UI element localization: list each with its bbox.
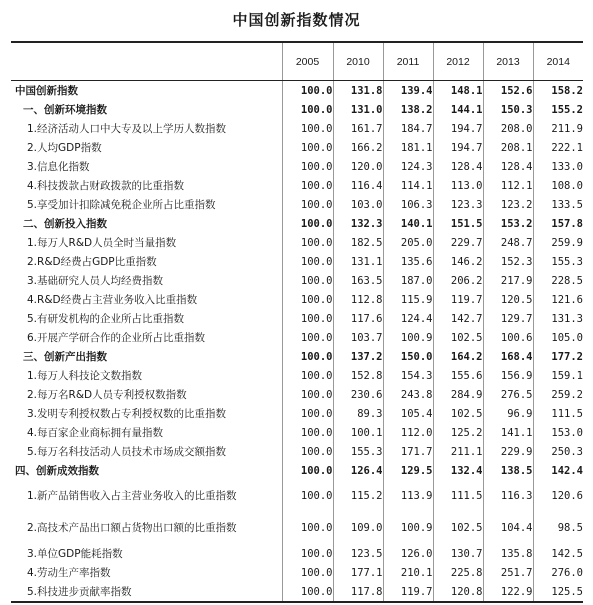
index-value: 208.0 xyxy=(483,119,533,138)
index-value: 111.5 xyxy=(533,404,583,423)
index-value: 124.4 xyxy=(383,309,433,328)
indicator-label: 2.人均GDP指数 xyxy=(11,138,282,157)
indicator-label: 5.科技进步贡献率指数 xyxy=(11,582,282,602)
index-value: 155.3 xyxy=(333,442,383,461)
index-value: 156.9 xyxy=(483,366,533,385)
index-value: 177.1 xyxy=(333,563,383,582)
index-value: 243.8 xyxy=(383,385,433,404)
index-value: 161.7 xyxy=(333,119,383,138)
index-value: 133.5 xyxy=(533,195,583,214)
index-value: 153.2 xyxy=(483,214,533,233)
table-row xyxy=(11,328,583,347)
index-value: 139.4 xyxy=(383,81,433,101)
index-value: 177.2 xyxy=(533,347,583,366)
index-value: 159.1 xyxy=(533,366,583,385)
index-value: 135.8 xyxy=(483,544,533,563)
index-value: 100.1 xyxy=(333,423,383,442)
index-value: 152.3 xyxy=(483,252,533,271)
index-value: 120.8 xyxy=(433,582,483,602)
index-value: 100.0 xyxy=(282,176,333,195)
index-value: 141.1 xyxy=(483,423,533,442)
index-value: 100.0 xyxy=(282,252,333,271)
table-row xyxy=(11,119,583,138)
section-row xyxy=(11,461,583,480)
index-value: 119.7 xyxy=(433,290,483,309)
index-value: 155.3 xyxy=(533,252,583,271)
indicator-label: 5.有研发机构的企业所占比重指数 xyxy=(11,309,282,328)
index-value: 229.9 xyxy=(483,442,533,461)
indicator-label: 3.信息化指数 xyxy=(11,157,282,176)
index-value: 100.0 xyxy=(282,290,333,309)
index-value: 119.7 xyxy=(383,582,433,602)
index-value: 100.0 xyxy=(282,442,333,461)
indicator-label: 中国创新指数 xyxy=(11,81,282,101)
index-value: 100.0 xyxy=(282,81,333,101)
index-value: 208.1 xyxy=(483,138,533,157)
table-row xyxy=(11,404,583,423)
table-row xyxy=(11,385,583,404)
index-value: 150.0 xyxy=(383,347,433,366)
index-value: 158.2 xyxy=(533,81,583,101)
indicator-label: 2.高技术产品出口额占货物出口额的比重指数 xyxy=(11,512,282,544)
indicator-label: 三、创新产出指数 xyxy=(11,347,282,366)
index-value: 225.8 xyxy=(433,563,483,582)
index-value: 111.5 xyxy=(433,480,483,512)
index-value: 112.8 xyxy=(333,290,383,309)
indicator-label: 1.新产品销售收入占主营业务收入的比重指数 xyxy=(11,480,282,512)
index-value: 100.0 xyxy=(282,271,333,290)
index-value: 100.9 xyxy=(383,328,433,347)
indicator-label: 5.每万名科技活动人员技术市场成交额指数 xyxy=(11,442,282,461)
index-value: 120.5 xyxy=(483,290,533,309)
index-value: 131.3 xyxy=(533,309,583,328)
index-value: 184.7 xyxy=(383,119,433,138)
index-value: 112.1 xyxy=(483,176,533,195)
index-value: 276.0 xyxy=(533,563,583,582)
index-value: 211.9 xyxy=(533,119,583,138)
index-value: 120.6 xyxy=(533,480,583,512)
table-row xyxy=(11,252,583,271)
index-value: 138.2 xyxy=(383,100,433,119)
index-value: 142.7 xyxy=(433,309,483,328)
index-value: 100.0 xyxy=(282,214,333,233)
index-value: 123.5 xyxy=(333,544,383,563)
table-row xyxy=(11,233,583,252)
index-value: 123.3 xyxy=(433,195,483,214)
index-value: 154.3 xyxy=(383,366,433,385)
index-value: 100.0 xyxy=(282,328,333,347)
index-value: 217.9 xyxy=(483,271,533,290)
index-value: 100.9 xyxy=(383,512,433,544)
year-header: 2011 xyxy=(383,42,433,81)
index-value: 123.2 xyxy=(483,195,533,214)
index-value: 248.7 xyxy=(483,233,533,252)
index-value: 122.9 xyxy=(483,582,533,602)
index-value: 152.8 xyxy=(333,366,383,385)
index-value: 115.2 xyxy=(333,480,383,512)
index-value: 125.5 xyxy=(533,582,583,602)
index-value: 100.0 xyxy=(282,366,333,385)
index-value: 130.7 xyxy=(433,544,483,563)
table-body xyxy=(11,81,583,603)
index-value: 125.2 xyxy=(433,423,483,442)
index-value: 181.1 xyxy=(383,138,433,157)
index-value: 106.3 xyxy=(383,195,433,214)
indicator-label: 3.基础研究人员人均经费指数 xyxy=(11,271,282,290)
index-value: 100.0 xyxy=(282,582,333,602)
index-value: 148.1 xyxy=(433,81,483,101)
index-value: 135.6 xyxy=(383,252,433,271)
index-value: 100.6 xyxy=(483,328,533,347)
section-row xyxy=(11,214,583,233)
year-header: 2012 xyxy=(433,42,483,81)
index-value: 229.7 xyxy=(433,233,483,252)
index-value: 166.2 xyxy=(333,138,383,157)
index-value: 126.4 xyxy=(333,461,383,480)
table-row xyxy=(11,366,583,385)
index-value: 115.9 xyxy=(383,290,433,309)
table-row xyxy=(11,157,583,176)
index-value: 113.9 xyxy=(383,480,433,512)
index-value: 194.7 xyxy=(433,119,483,138)
index-value: 105.4 xyxy=(383,404,433,423)
index-value: 100.0 xyxy=(282,480,333,512)
index-value: 89.3 xyxy=(333,404,383,423)
index-value: 100.0 xyxy=(282,119,333,138)
index-table xyxy=(11,41,583,603)
index-value: 105.0 xyxy=(533,328,583,347)
index-value: 132.4 xyxy=(433,461,483,480)
index-value: 100.0 xyxy=(282,385,333,404)
index-value: 131.1 xyxy=(333,252,383,271)
table-row xyxy=(11,138,583,157)
header-indicator-cell xyxy=(11,42,282,81)
index-value: 155.2 xyxy=(533,100,583,119)
indicator-label: 2.每万名R&D人员专利授权数指数 xyxy=(11,385,282,404)
index-value: 142.5 xyxy=(533,544,583,563)
index-value: 155.6 xyxy=(433,366,483,385)
table-row xyxy=(11,442,583,461)
table-row xyxy=(11,176,583,195)
index-value: 284.9 xyxy=(433,385,483,404)
indicator-label: 3.单位GDP能耗指数 xyxy=(11,544,282,563)
index-value: 251.7 xyxy=(483,563,533,582)
index-value: 102.5 xyxy=(433,328,483,347)
index-value: 205.0 xyxy=(383,233,433,252)
indicator-label: 一、创新环境指数 xyxy=(11,100,282,119)
indicator-label: 4.每百家企业商标拥有量指数 xyxy=(11,423,282,442)
section-row xyxy=(11,100,583,119)
table-row xyxy=(11,309,583,328)
index-value: 117.6 xyxy=(333,309,383,328)
index-value: 230.6 xyxy=(333,385,383,404)
index-value: 117.8 xyxy=(333,582,383,602)
index-value: 100.0 xyxy=(282,461,333,480)
index-value: 131.0 xyxy=(333,100,383,119)
index-value: 276.5 xyxy=(483,385,533,404)
table-row xyxy=(11,195,583,214)
index-value: 128.4 xyxy=(483,157,533,176)
index-value: 137.2 xyxy=(333,347,383,366)
index-value: 146.2 xyxy=(433,252,483,271)
index-value: 121.6 xyxy=(533,290,583,309)
index-value: 128.4 xyxy=(433,157,483,176)
section-row xyxy=(11,347,583,366)
index-value: 259.2 xyxy=(533,385,583,404)
index-value: 100.0 xyxy=(282,195,333,214)
index-value: 108.0 xyxy=(533,176,583,195)
index-value: 116.4 xyxy=(333,176,383,195)
index-value: 100.0 xyxy=(282,138,333,157)
index-value: 259.9 xyxy=(533,233,583,252)
index-value: 112.0 xyxy=(383,423,433,442)
index-value: 100.0 xyxy=(282,100,333,119)
index-value: 100.0 xyxy=(282,347,333,366)
table-title: 中国创新指数情况 xyxy=(232,11,361,29)
index-value: 129.5 xyxy=(383,461,433,480)
year-header: 2013 xyxy=(483,42,533,81)
year-header: 2014 xyxy=(533,42,583,81)
index-value: 171.7 xyxy=(383,442,433,461)
table-row xyxy=(11,271,583,290)
index-value: 150.3 xyxy=(483,100,533,119)
table-row xyxy=(11,563,583,582)
indicator-label: 4.劳动生产率指数 xyxy=(11,563,282,582)
indicator-label: 4.科技拨款占财政拨款的比重指数 xyxy=(11,176,282,195)
index-value: 100.0 xyxy=(282,512,333,544)
index-value: 140.1 xyxy=(383,214,433,233)
index-value: 100.0 xyxy=(282,544,333,563)
index-value: 102.5 xyxy=(433,512,483,544)
table-row xyxy=(11,544,583,563)
indicator-label: 二、创新投入指数 xyxy=(11,214,282,233)
index-value: 98.5 xyxy=(533,512,583,544)
index-value: 100.0 xyxy=(282,309,333,328)
index-value: 116.3 xyxy=(483,480,533,512)
index-value: 222.1 xyxy=(533,138,583,157)
index-value: 126.0 xyxy=(383,544,433,563)
index-value: 102.5 xyxy=(433,404,483,423)
index-value: 120.0 xyxy=(333,157,383,176)
indicator-label: 四、创新成效指数 xyxy=(11,461,282,480)
indicator-label: 4.R&D经费占主营业务收入比重指数 xyxy=(11,290,282,309)
index-value: 124.3 xyxy=(383,157,433,176)
index-value: 109.0 xyxy=(333,512,383,544)
index-value: 250.3 xyxy=(533,442,583,461)
table-row xyxy=(11,423,583,442)
table-row xyxy=(11,582,583,602)
index-value: 103.0 xyxy=(333,195,383,214)
table-row xyxy=(11,480,583,512)
index-value: 152.6 xyxy=(483,81,533,101)
index-value: 100.0 xyxy=(282,157,333,176)
indicator-label: 1.每万人R&D人员全时当量指数 xyxy=(11,233,282,252)
index-value: 228.5 xyxy=(533,271,583,290)
index-value: 211.1 xyxy=(433,442,483,461)
index-value: 153.0 xyxy=(533,423,583,442)
index-value: 138.5 xyxy=(483,461,533,480)
index-value: 100.0 xyxy=(282,563,333,582)
indicator-label: 5.享受加计扣除减免税企业所占比重指数 xyxy=(11,195,282,214)
indicator-label: 2.R&D经费占GDP比重指数 xyxy=(11,252,282,271)
year-header: 2010 xyxy=(333,42,383,81)
index-value: 131.8 xyxy=(333,81,383,101)
index-value: 129.7 xyxy=(483,309,533,328)
table-row xyxy=(11,512,583,544)
index-value: 103.7 xyxy=(333,328,383,347)
section-row xyxy=(11,81,583,101)
index-value: 100.0 xyxy=(282,404,333,423)
index-value: 96.9 xyxy=(483,404,533,423)
indicator-label: 3.发明专利授权数占专利授权数的比重指数 xyxy=(11,404,282,423)
year-header: 2005 xyxy=(282,42,333,81)
index-value: 142.4 xyxy=(533,461,583,480)
index-value: 168.4 xyxy=(483,347,533,366)
indicator-label: 1.经济活动人口中大专及以上学历人数指数 xyxy=(11,119,282,138)
index-value: 182.5 xyxy=(333,233,383,252)
index-value: 194.7 xyxy=(433,138,483,157)
index-value: 210.1 xyxy=(383,563,433,582)
index-value: 132.3 xyxy=(333,214,383,233)
index-value: 157.8 xyxy=(533,214,583,233)
index-value: 206.2 xyxy=(433,271,483,290)
index-value: 163.5 xyxy=(333,271,383,290)
index-value: 113.0 xyxy=(433,176,483,195)
table-row xyxy=(11,290,583,309)
index-value: 151.5 xyxy=(433,214,483,233)
indicator-label: 1.每万人科技论文数指数 xyxy=(11,366,282,385)
index-value: 114.1 xyxy=(383,176,433,195)
index-value: 144.1 xyxy=(433,100,483,119)
index-value: 164.2 xyxy=(433,347,483,366)
indicator-label: 6.开展产学研合作的企业所占比重指数 xyxy=(11,328,282,347)
index-value: 100.0 xyxy=(282,423,333,442)
index-value: 187.0 xyxy=(383,271,433,290)
header-row xyxy=(11,42,583,81)
index-value: 133.0 xyxy=(533,157,583,176)
index-value: 104.4 xyxy=(483,512,533,544)
index-value: 100.0 xyxy=(282,233,333,252)
